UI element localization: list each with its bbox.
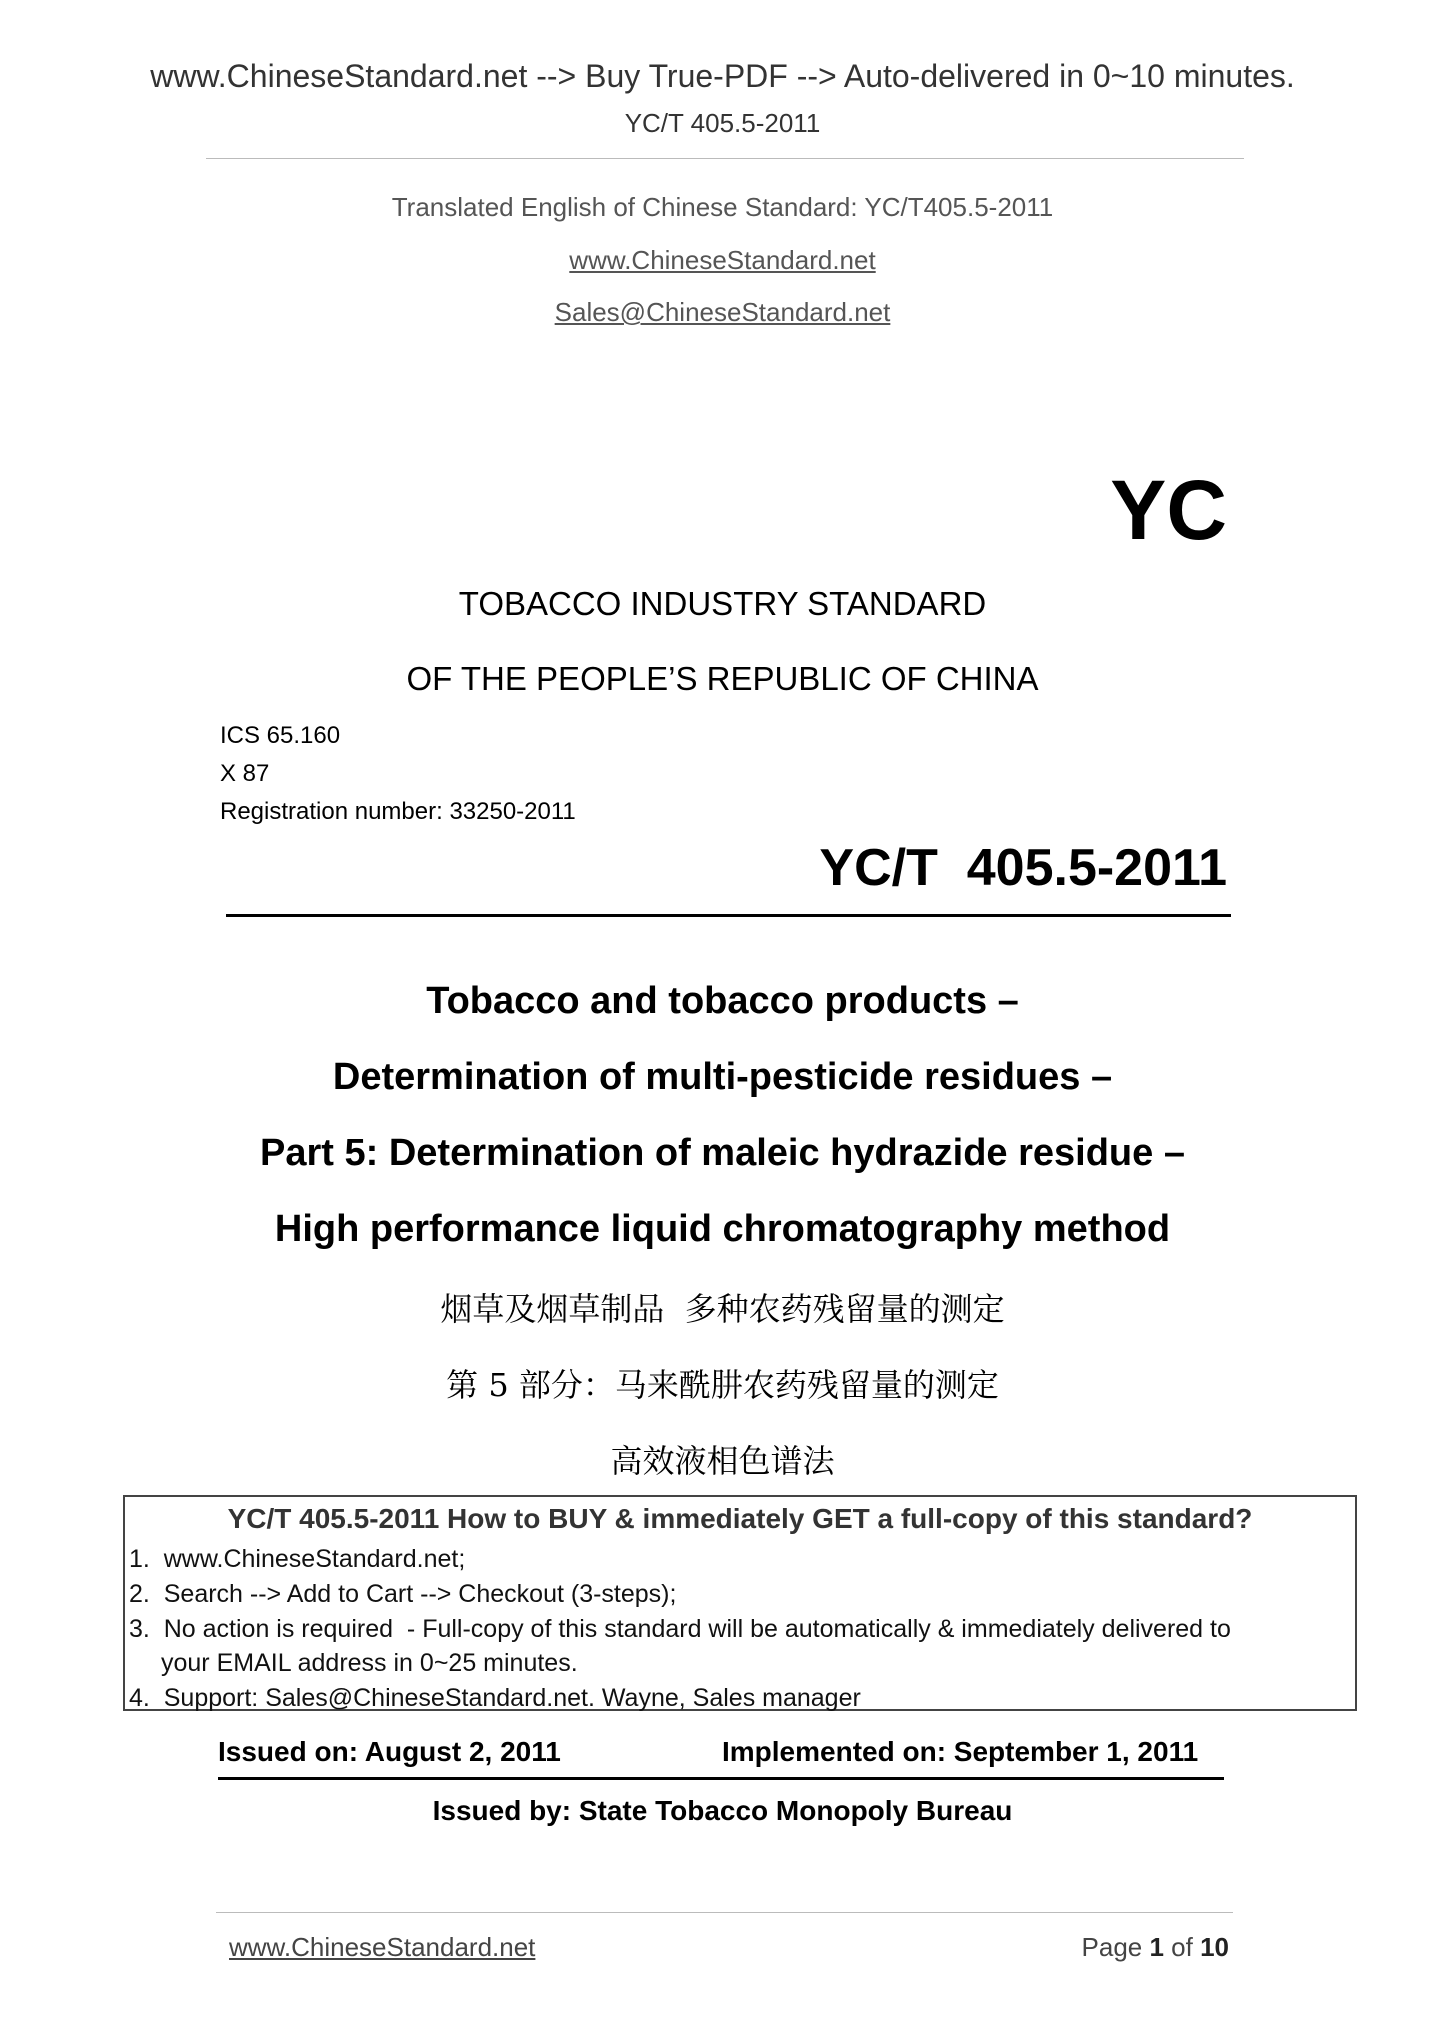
chinese-title-line: 第 5 部分：马来酰肼农药残留量的测定 <box>446 1366 999 1404</box>
buy-box-title: YC/T 405.5-2011 How to BUY & immediately GET a full-copy of this standard? <box>227 1503 1253 1534</box>
title-line: Tobacco and tobacco products – <box>426 980 1019 1022</box>
buy-instructions-box <box>123 1495 1357 1711</box>
issued-date: Issued on: August 2, 2011 <box>218 1736 561 1767</box>
header-banner: www.ChineseStandard.net --> Buy True-PDF --> Auto-delivered in 0~10 minutes. <box>150 58 1295 94</box>
title-divider <box>226 914 1231 917</box>
classification-code: X 87 <box>220 760 270 787</box>
buy-step-continuation: your EMAIL address in 0~25 minutes. <box>161 1649 578 1677</box>
header-std-number: YC/T 405.5-2011 <box>624 108 821 138</box>
buy-step: 3. No action is required - Full-copy of this standard will be automatically & immediately delivered to <box>129 1615 1231 1643</box>
translation-note: Translated English of Chinese Standard: YC/T405.5-2011 <box>391 192 1054 222</box>
standard-type-line1: TOBACCO INDUSTRY STANDARD <box>458 585 987 622</box>
buy-step: 1. www.ChineseStandard.net; <box>129 1545 466 1573</box>
ics-code: ICS 65.160 <box>220 722 341 749</box>
yc-logo: YC <box>1110 463 1227 557</box>
page-of: of <box>1163 1932 1201 1962</box>
site-link[interactable]: www.ChineseStandard.net <box>569 245 876 275</box>
buy-step: 4. Support: Sales@ChineseStandard.net. Wayne, Sales manager <box>129 1684 861 1712</box>
title-line: Part 5: Determination of maleic hydrazide residue – <box>260 1132 1185 1174</box>
dates-divider <box>218 1777 1224 1780</box>
registration-number: Registration number: 33250-2011 <box>220 798 576 825</box>
chinese-title-line: 烟草及烟草制品 多种农药残留量的测定 <box>440 1290 1005 1328</box>
issuing-body: Issued by: State Tobacco Monopoly Bureau <box>432 1795 1013 1826</box>
buy-step: 2. Search --> Add to Cart --> Checkout (3-steps); <box>129 1580 677 1608</box>
title-line: Determination of multi-pesticide residues – <box>332 1056 1113 1098</box>
implemented-date: Implemented on: September 1, 2011 <box>722 1736 1199 1767</box>
footer-divider <box>216 1912 1233 1913</box>
standard-number: YC/T 405.5-2011 <box>819 839 1227 897</box>
standard-type-line2: OF THE PEOPLE’S REPUBLIC OF CHINA <box>406 660 1039 697</box>
footer-site-link[interactable]: www.ChineseStandard.net <box>229 1932 536 1962</box>
header-divider <box>206 158 1244 159</box>
page-indicator <box>1082 1932 1229 1963</box>
title-line: High performance liquid chromatography method <box>274 1208 1171 1250</box>
chinese-title-line: 高效液相色谱法 <box>610 1442 835 1480</box>
email-link[interactable]: Sales@ChineseStandard.net <box>554 297 891 327</box>
page-total: 10 <box>1200 1932 1229 1962</box>
page-prefix: Page <box>1081 1932 1150 1962</box>
page-number: 1 <box>1149 1932 1164 1962</box>
